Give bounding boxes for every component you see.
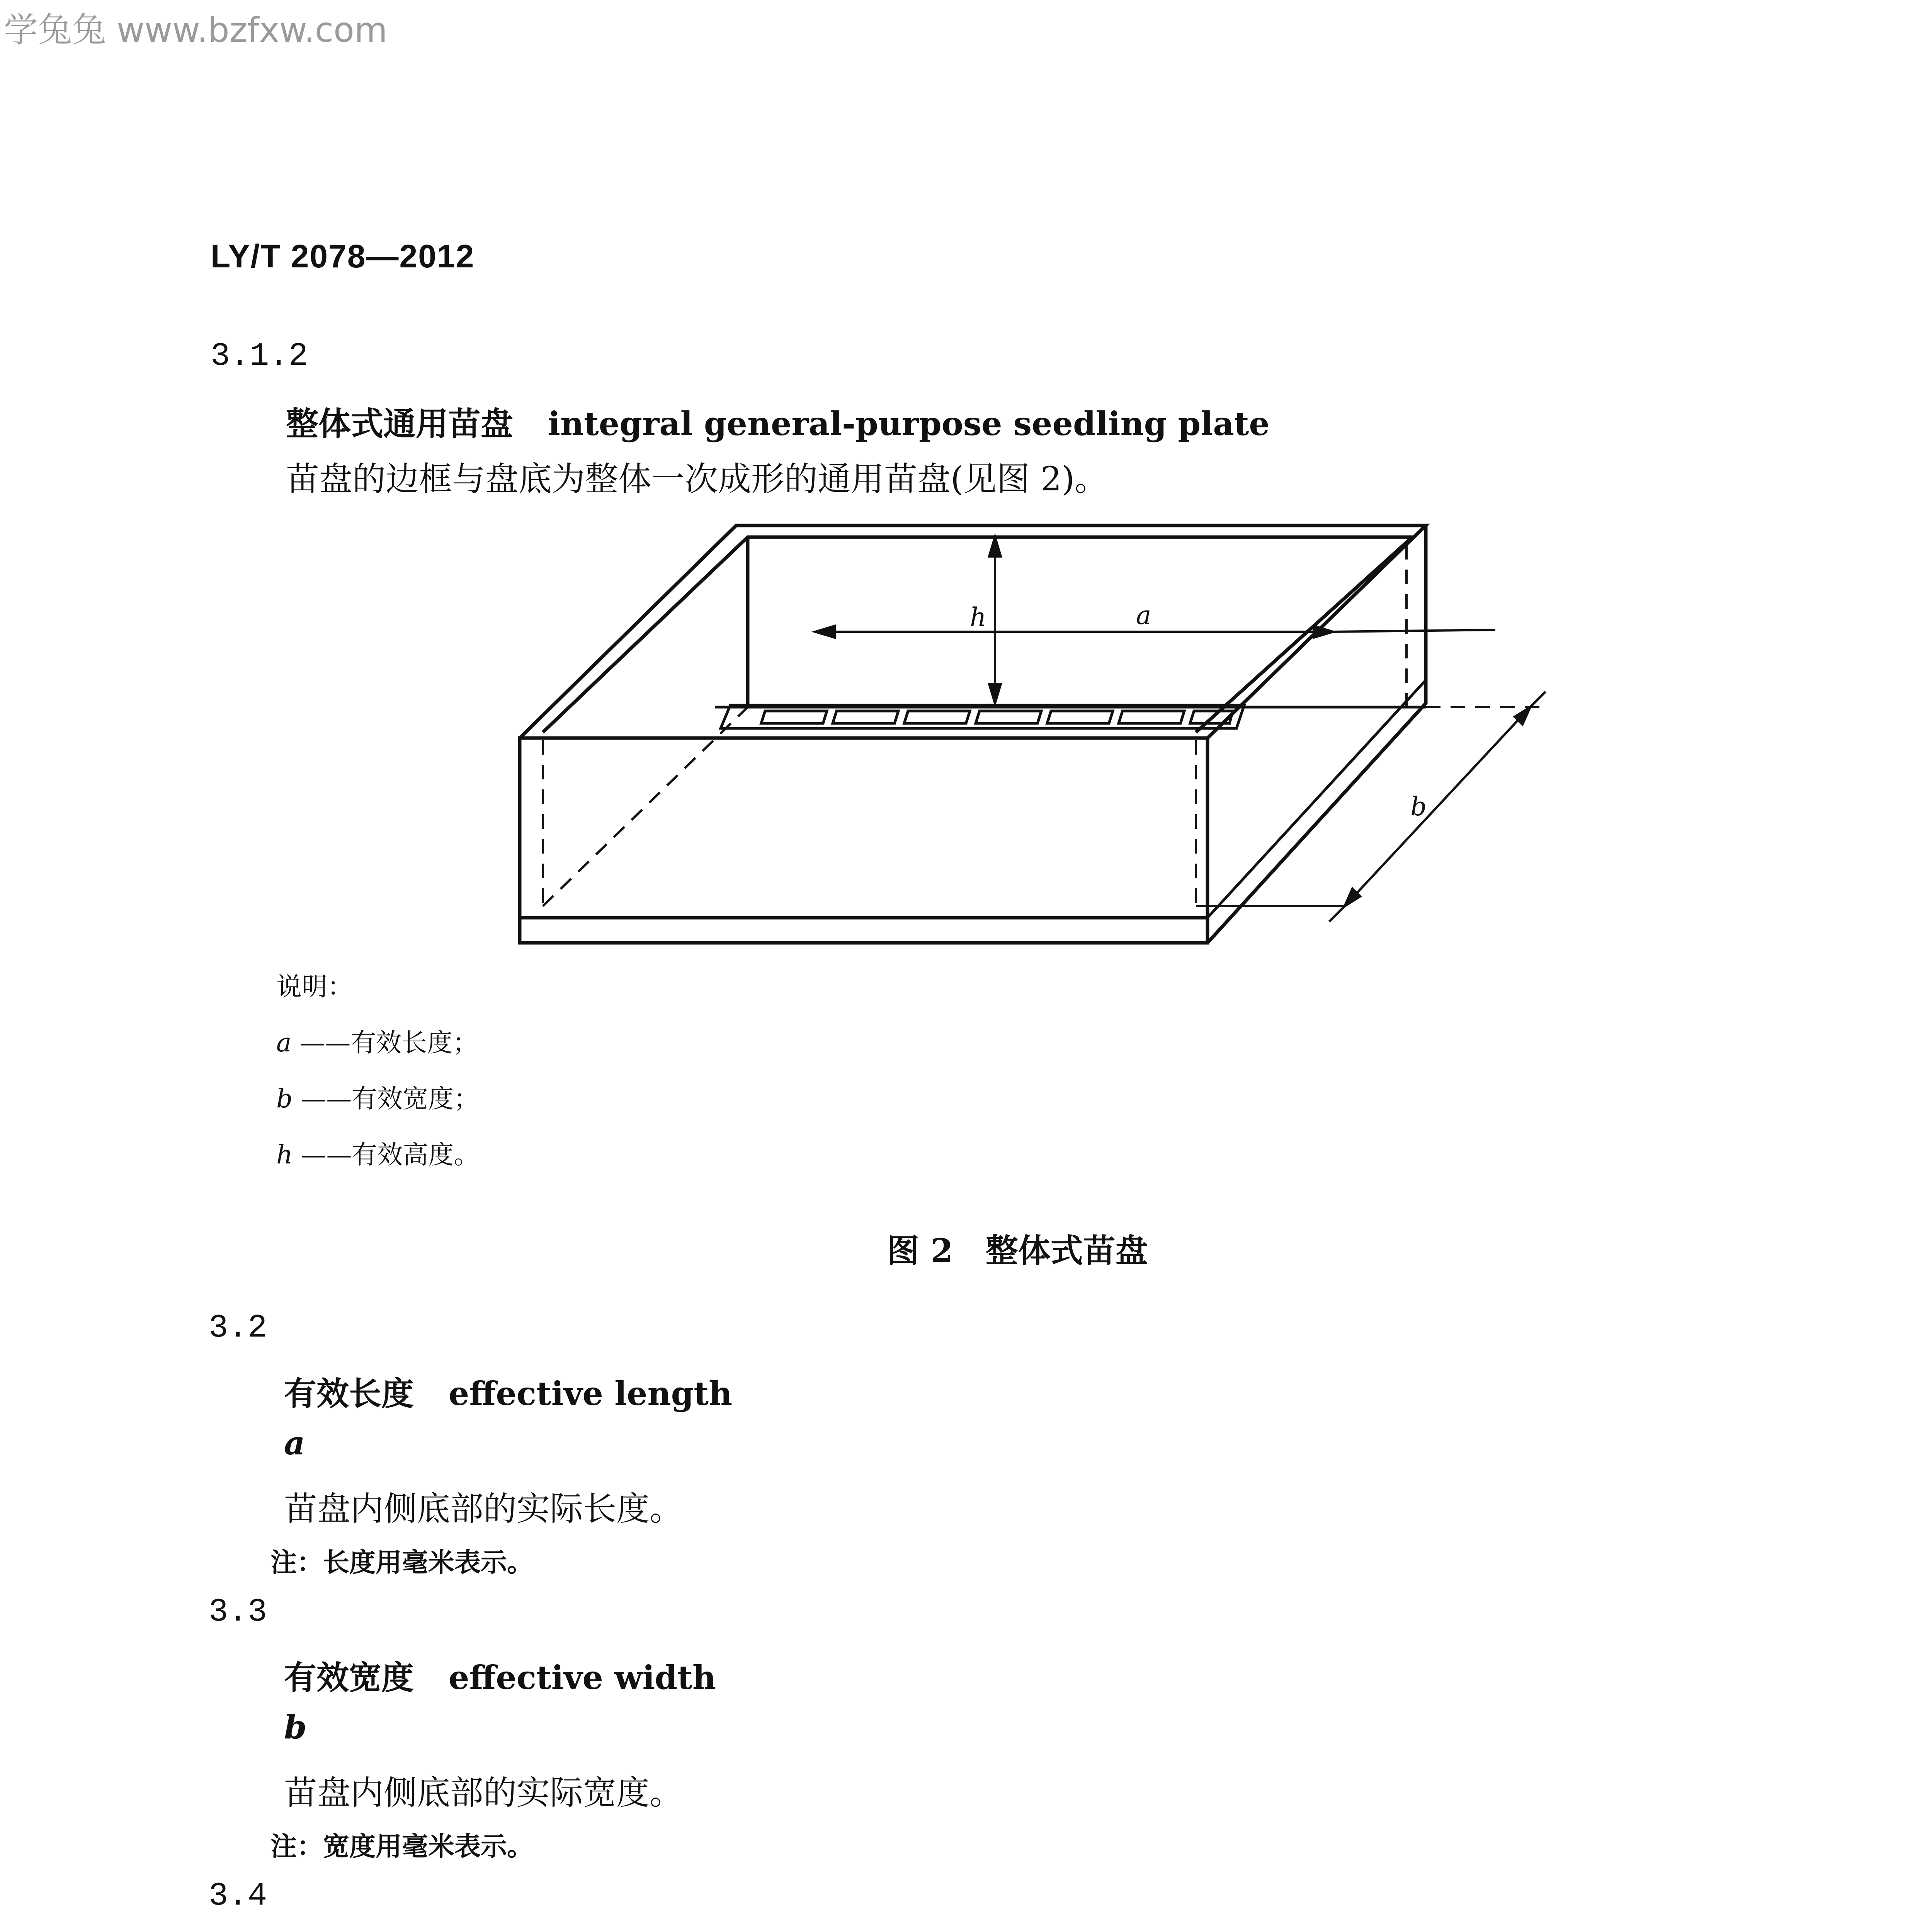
legend-title: 说明： (276, 972, 353, 1002)
legend-item-b (276, 1078, 479, 1115)
legend-symbol: b (276, 1084, 293, 1114)
standard-code: LY/T 2078—2012 (211, 238, 475, 274)
term-symbol (284, 1424, 305, 1467)
term-symbol (284, 1708, 307, 1751)
legend-text: ——有效宽度； (301, 1084, 480, 1114)
legend-text: ——有效高度。 (301, 1140, 480, 1170)
legend-item-h (276, 1134, 480, 1171)
term-en: effective length (449, 1374, 733, 1413)
symbol-main: a (284, 1424, 305, 1462)
definition: 苗盘的边框与盘底为整体一次成形的通用苗盘(见图 2)。 (286, 460, 1108, 498)
top-rim-inner (543, 537, 1412, 732)
dim-label-a: a (1136, 600, 1151, 630)
legend-symbol: a (276, 1028, 292, 1058)
legend-text: ——有效长度； (299, 1028, 478, 1058)
clause-number: 3.4 (209, 1878, 267, 1915)
dim-label-b: b (1410, 792, 1427, 821)
symbol-main: b (284, 1708, 307, 1746)
legend-symbol: h (276, 1140, 293, 1170)
clause-number: 3.2 (209, 1310, 267, 1347)
term-zh: 整体式通用苗盘 (286, 405, 514, 443)
legend-item-a (276, 1022, 478, 1059)
figure-caption: 图 2 整体式苗盘 (887, 1231, 1148, 1270)
definition: 苗盘内侧底部的实际宽度。 (284, 1774, 683, 1812)
term-zh: 有效长度 (284, 1374, 414, 1413)
term-heading (284, 1652, 716, 1699)
clause-number: 3.1.2 (211, 338, 308, 375)
note: 注：长度用毫米表示。 (270, 1547, 534, 1578)
front-face (520, 738, 1208, 943)
watermark: 学兔兔 www.bzfxw.com (4, 10, 388, 50)
dim-label-h: h (970, 602, 986, 632)
definition: 苗盘内侧底部的实际长度。 (284, 1490, 683, 1528)
clause-number: 3.3 (209, 1594, 267, 1631)
term-zh: 有效宽度 (284, 1658, 414, 1697)
term-heading (284, 1368, 732, 1415)
note: 注：宽度用毫米表示。 (270, 1831, 534, 1862)
term-en: integral general-purpose seedling plate (548, 405, 1270, 443)
cell-strip (721, 705, 1244, 728)
term-en: effective width (449, 1658, 716, 1697)
